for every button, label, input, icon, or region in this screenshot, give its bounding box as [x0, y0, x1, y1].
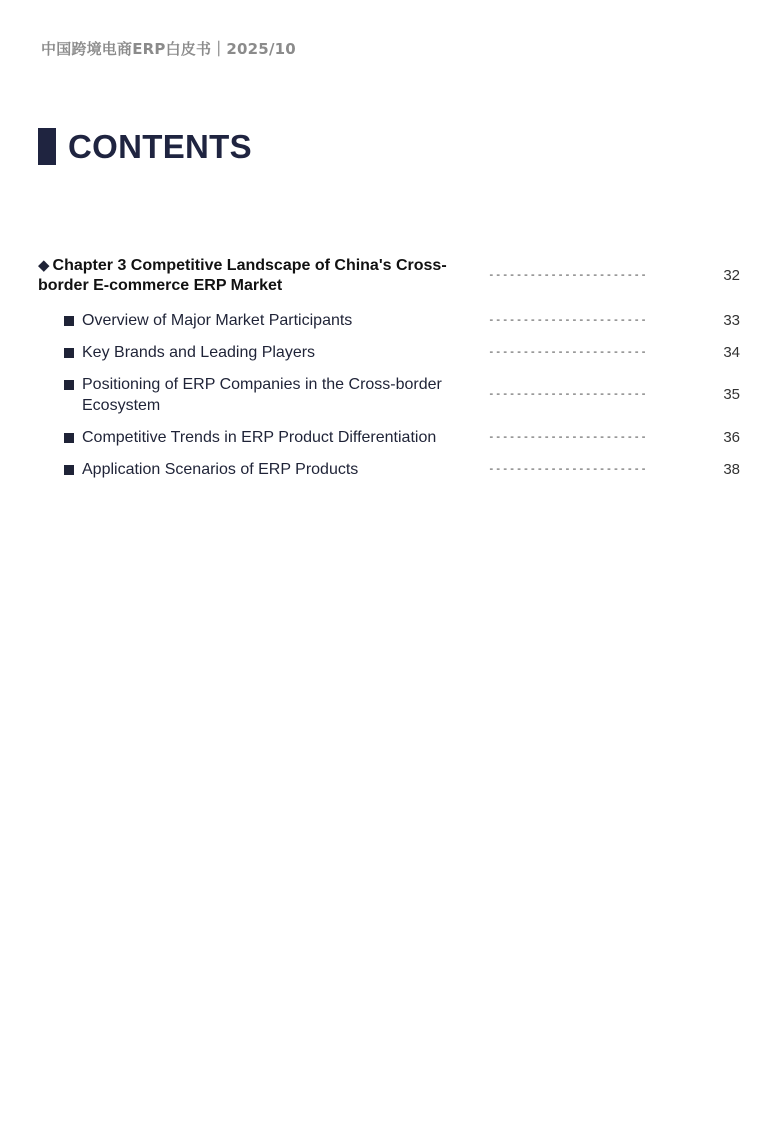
toc-section-entry[interactable]: [38, 310, 742, 342]
square-bullet-icon: [64, 348, 74, 358]
page-number: 35: [723, 386, 740, 403]
section-title: Overview of Major Market Participants: [82, 312, 353, 329]
page-title: CONTENTS: [68, 128, 252, 165]
square-bullet-icon: [64, 380, 74, 390]
section-title: Positioning of ERP Companies in the Cross-border Ecosystem: [82, 376, 442, 414]
dot-leader: -----------------------: [488, 345, 648, 358]
section-title: Competitive Trends in ERP Product Differentiation: [82, 429, 437, 446]
dot-leader: -----------------------: [488, 268, 648, 281]
dot-leader: -----------------------: [488, 313, 648, 326]
table-of-contents: [38, 256, 742, 491]
dot-leader: -----------------------: [488, 387, 648, 400]
toc-section-entry[interactable]: [38, 459, 742, 491]
page-number: 33: [723, 312, 740, 329]
toc-chapter-entry[interactable]: [38, 256, 742, 298]
page-number: 36: [723, 429, 740, 446]
chapter-title: Chapter 3 Competitive Landscape of China's Cross-border E-commerce ERP Market: [38, 257, 447, 294]
section-title: Application Scenarios of ERP Products: [82, 461, 359, 478]
toc-section-entry[interactable]: [38, 374, 742, 427]
toc-section-entry[interactable]: [38, 342, 742, 374]
toc-section-entry[interactable]: [38, 427, 742, 459]
page-number: 34: [723, 344, 740, 361]
section-title: Key Brands and Leading Players: [82, 344, 316, 361]
square-bullet-icon: [64, 465, 74, 475]
square-bullet-icon: [64, 433, 74, 443]
dot-leader: -----------------------: [488, 462, 648, 475]
page-number: 38: [723, 461, 740, 478]
title-accent-bar: [38, 128, 56, 165]
square-bullet-icon: [64, 316, 74, 326]
running-header: 中国跨境电商ERP白皮书｜2025/10: [41, 40, 296, 58]
chapter-title-block: [38, 256, 468, 296]
contents-heading: [38, 128, 252, 165]
diamond-bullet-icon: ◆: [38, 257, 50, 274]
dot-leader: -----------------------: [488, 430, 648, 443]
page-number: 32: [723, 267, 740, 284]
